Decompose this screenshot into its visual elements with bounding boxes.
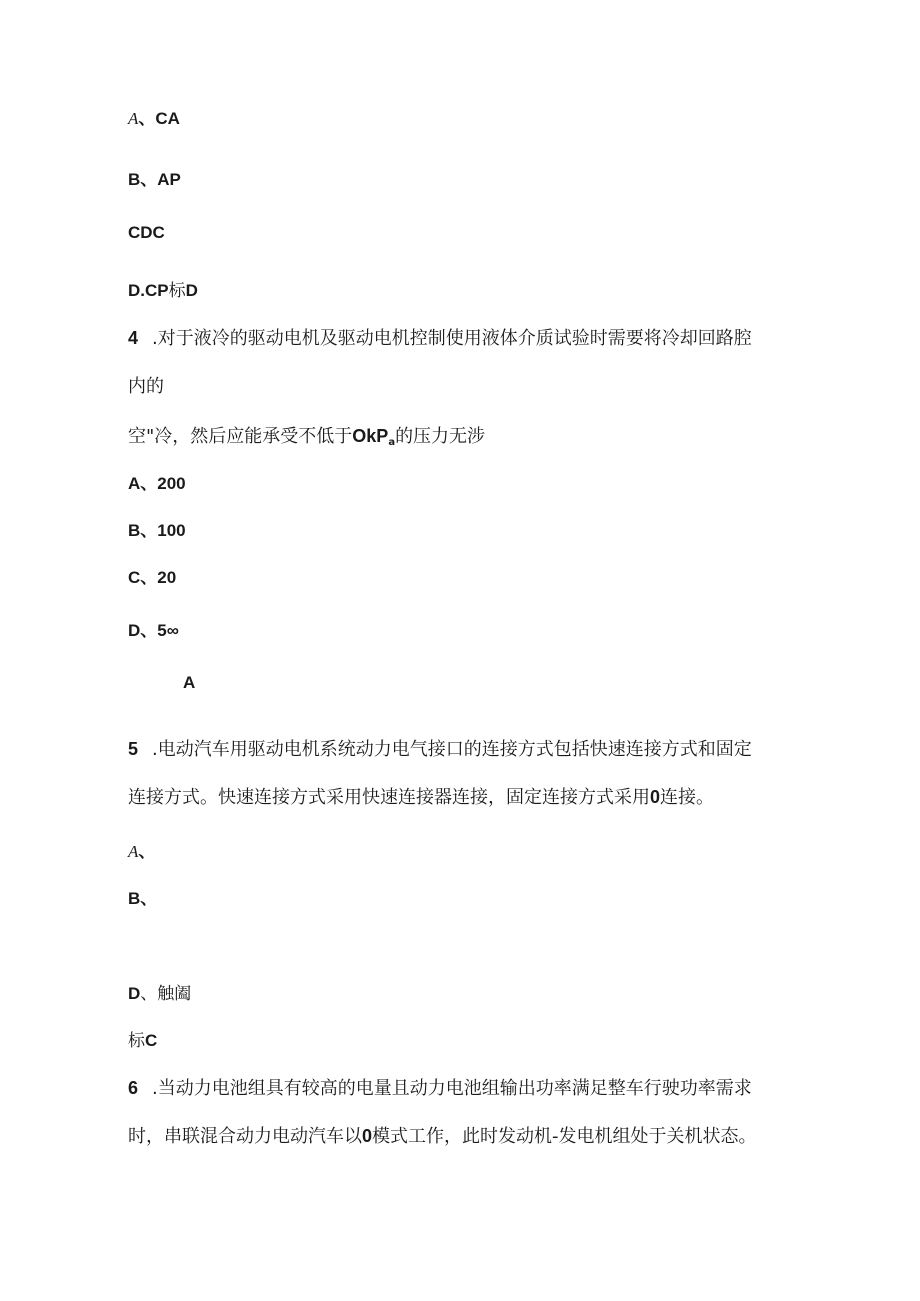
question-4-unit: OkP	[352, 426, 389, 446]
question-6-line-2	[128, 1125, 757, 1148]
question-5-option-a	[128, 841, 155, 863]
option-a-letter: A	[128, 109, 139, 128]
question-4-text-3b: 的压力无涉	[395, 426, 486, 447]
question-6-text-2a: 时，串联混合动力电动汽车以	[128, 1126, 362, 1147]
option-b: B、AP	[128, 170, 181, 189]
question-4-line-3	[128, 425, 485, 454]
question-4-number: 4	[128, 328, 139, 348]
question-5-option-b: B、	[128, 889, 158, 908]
question-4-unit-sub: a	[388, 437, 396, 448]
option-c: CDC	[128, 223, 165, 242]
question-5-answer	[128, 1030, 157, 1052]
question-4-option-a: A、200	[128, 474, 186, 493]
question-5-option-a-text: 、	[138, 842, 156, 861]
question-5-answer-label: 标	[128, 1031, 145, 1051]
option-d-part2: 标	[168, 281, 186, 300]
question-5-option-d-letter: D	[128, 984, 141, 1003]
option-d-part3: D	[185, 281, 198, 300]
option-a-text: 、CA	[138, 109, 180, 128]
question-5-blank: 0	[650, 787, 661, 807]
question-5-line-2	[128, 786, 714, 809]
question-5-answer-value: C	[145, 1031, 158, 1050]
question-6-line-1	[128, 1077, 752, 1100]
question-4-line-2: 内的	[128, 376, 164, 397]
question-4-option-d: D、5∞	[128, 621, 179, 640]
question-6-text-2b: 模式工作，此时发动机-发电机组处于关机状态。	[372, 1126, 757, 1147]
question-5-option-d	[128, 983, 191, 1005]
option-d	[128, 280, 198, 302]
question-5-line-1	[128, 738, 752, 761]
question-5-option-a-letter: A	[128, 842, 139, 861]
question-4-answer: A	[183, 673, 196, 692]
question-4-text-1: .对于液冷的驱动电机及驱动电机控制使用液体介质试验时需要将冷却回路腔	[152, 328, 752, 349]
question-5-option-d-text: 、触阖	[140, 984, 192, 1003]
option-a	[128, 108, 180, 130]
question-6-text-1: .当动力电池组具有较高的电量且动力电池组输出功率满足整车行驶功率需求	[152, 1078, 752, 1099]
question-4-line-1	[128, 327, 752, 350]
question-6-blank: 0	[362, 1126, 373, 1146]
question-5-number: 5	[128, 739, 139, 759]
question-4-text-3a: 空"冷，然后应能承受不低于	[128, 426, 353, 447]
question-5-text-2a: 连接方式。快速连接方式采用快速连接器连接，固定连接方式采用	[128, 787, 650, 808]
question-4-option-b: B、100	[128, 521, 186, 540]
question-6-number: 6	[128, 1078, 139, 1098]
question-4-option-c: C、20	[128, 568, 177, 587]
question-5-text-2b: 连接。	[660, 787, 715, 808]
question-5-text-1: .电动汽车用驱动电机系统动力电气接口的连接方式包括快速连接方式和固定	[152, 739, 752, 760]
option-d-part1: D.CP	[128, 281, 169, 300]
